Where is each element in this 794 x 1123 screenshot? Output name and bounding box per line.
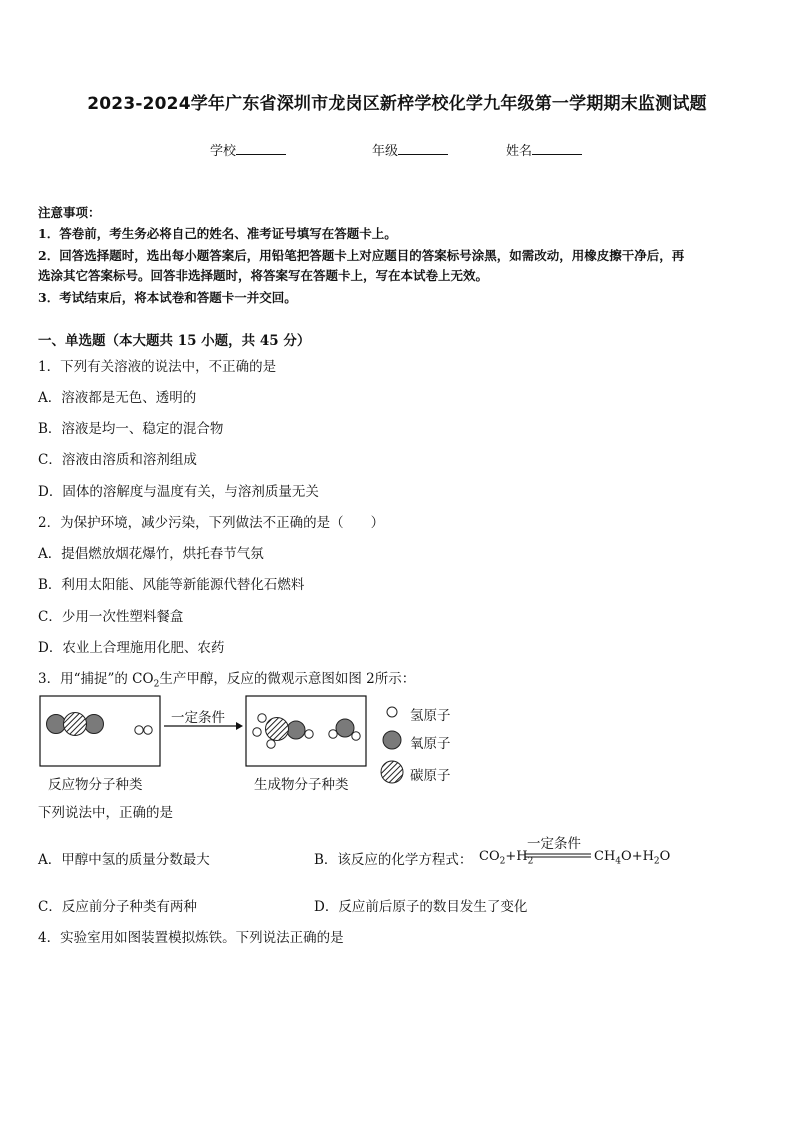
hydrogen-atom bbox=[352, 732, 360, 740]
question-2-option-a: A．提倡燃放烟花爆竹，烘托春节气氛 bbox=[38, 546, 264, 562]
legend-hydrogen-icon bbox=[387, 707, 397, 717]
question-1-option-c: C．溶液由溶质和溶剂组成 bbox=[38, 452, 197, 468]
school-label: 学校 bbox=[210, 144, 237, 159]
question-2-stem: 2．为保护环境，减少污染，下列做法不正确的是（ ） bbox=[38, 515, 385, 531]
question-1-stem: 1．下列有关溶液的说法中，不正确的是 bbox=[38, 359, 277, 375]
oxygen-atom bbox=[287, 721, 305, 739]
question-2-option-c: C．少用一次性塑料餐盒 bbox=[38, 609, 184, 625]
equation-equals-sign bbox=[525, 853, 593, 859]
question-1-option-a: A．溶液都是无色、透明的 bbox=[38, 390, 197, 406]
question-2-option-d: D．农业上合理施用化肥、农药 bbox=[38, 640, 225, 656]
hydrogen-atom bbox=[267, 740, 275, 748]
hydrogen-atom bbox=[329, 730, 337, 738]
equation-condition: 一定条件 bbox=[527, 836, 581, 852]
hydrogen-atom bbox=[258, 714, 266, 722]
notice-item: 1．答卷前，考生务必将自己的姓名、准考证号填写在答题卡上。 bbox=[38, 226, 397, 241]
question-3-option-b: B．该反应的化学方程式： bbox=[314, 852, 473, 868]
page-title: 2023-2024学年广东省深圳市龙岗区新梓学校化学九年级第一学期期末监测试题 bbox=[87, 94, 707, 114]
section-heading: 一、单选题（本大题共 15 小题，共 45 分） bbox=[38, 333, 311, 349]
name-label: 姓名 bbox=[506, 144, 533, 159]
notice-item: 选涂其它答案标号。回答非选择题时，将答案写在答题卡上，写在本试卷上无效。 bbox=[38, 268, 489, 283]
question-3-prompt: 下列说法中，正确的是 bbox=[38, 805, 173, 821]
notice-heading: 注意事项： bbox=[38, 205, 101, 220]
hydrogen-atom bbox=[135, 726, 143, 734]
question-3-stem: 3．用“捕捉”的 $CO_2$生产甲醇，反应的微观示意图如图 2所示： bbox=[38, 671, 416, 690]
legend-hydrogen-label: 氢原子 bbox=[410, 708, 451, 724]
question-3-option-d: D．反应前后原子的数目发生了变化 bbox=[314, 899, 528, 915]
oxygen-atom bbox=[85, 715, 104, 734]
legend-oxygen-icon bbox=[383, 731, 401, 749]
question-1-option-b: B．溶液是均一、稳定的混合物 bbox=[38, 421, 224, 437]
oxygen-atom bbox=[336, 719, 354, 737]
product-caption: 生成物分子种类 bbox=[254, 777, 349, 793]
hydrogen-atom bbox=[144, 726, 152, 734]
hydrogen-atom bbox=[253, 728, 261, 736]
question-4-stem: 4．实验室用如图装置模拟炼铁。下列说法正确的是 bbox=[38, 930, 344, 946]
reactant-caption: 反应物分子种类 bbox=[48, 777, 143, 793]
equation-left: $CO_2+H_2$ bbox=[479, 849, 534, 867]
question-3-option-a: A．甲醇中氢的质量分数最大 bbox=[38, 852, 210, 868]
carbon-atom bbox=[266, 718, 289, 741]
legend-carbon-icon bbox=[381, 761, 403, 783]
grade-label: 年级 bbox=[372, 144, 399, 159]
legend-carbon-label: 碳原子 bbox=[410, 768, 451, 784]
arrow-head-icon bbox=[236, 722, 243, 730]
question-1-option-d: D．固体的溶解度与温度有关，与溶剂质量无关 bbox=[38, 484, 319, 500]
notice-item: 3．考试结束后，将本试卷和答题卡一并交回。 bbox=[38, 290, 297, 305]
legend-oxygen-label: 氧原子 bbox=[410, 736, 451, 752]
oxygen-atom bbox=[47, 715, 66, 734]
equation-right: $CH_4O+H_2O$ bbox=[594, 849, 671, 867]
question-2-option-b: B．利用太阳能、风能等新能源代替化石燃料 bbox=[38, 577, 305, 593]
notice-item: 2．回答选择题时，选出每小题答案后，用铅笔把答题卡上对应题目的答案标号涂黑，如需改动，用橡皮擦干净后，再 bbox=[38, 248, 685, 263]
hydrogen-atom bbox=[305, 730, 313, 738]
question-3-option-c: C．反应前分子种类有两种 bbox=[38, 899, 197, 915]
arrow-condition-label: 一定条件 bbox=[171, 710, 225, 726]
carbon-atom bbox=[64, 713, 87, 736]
